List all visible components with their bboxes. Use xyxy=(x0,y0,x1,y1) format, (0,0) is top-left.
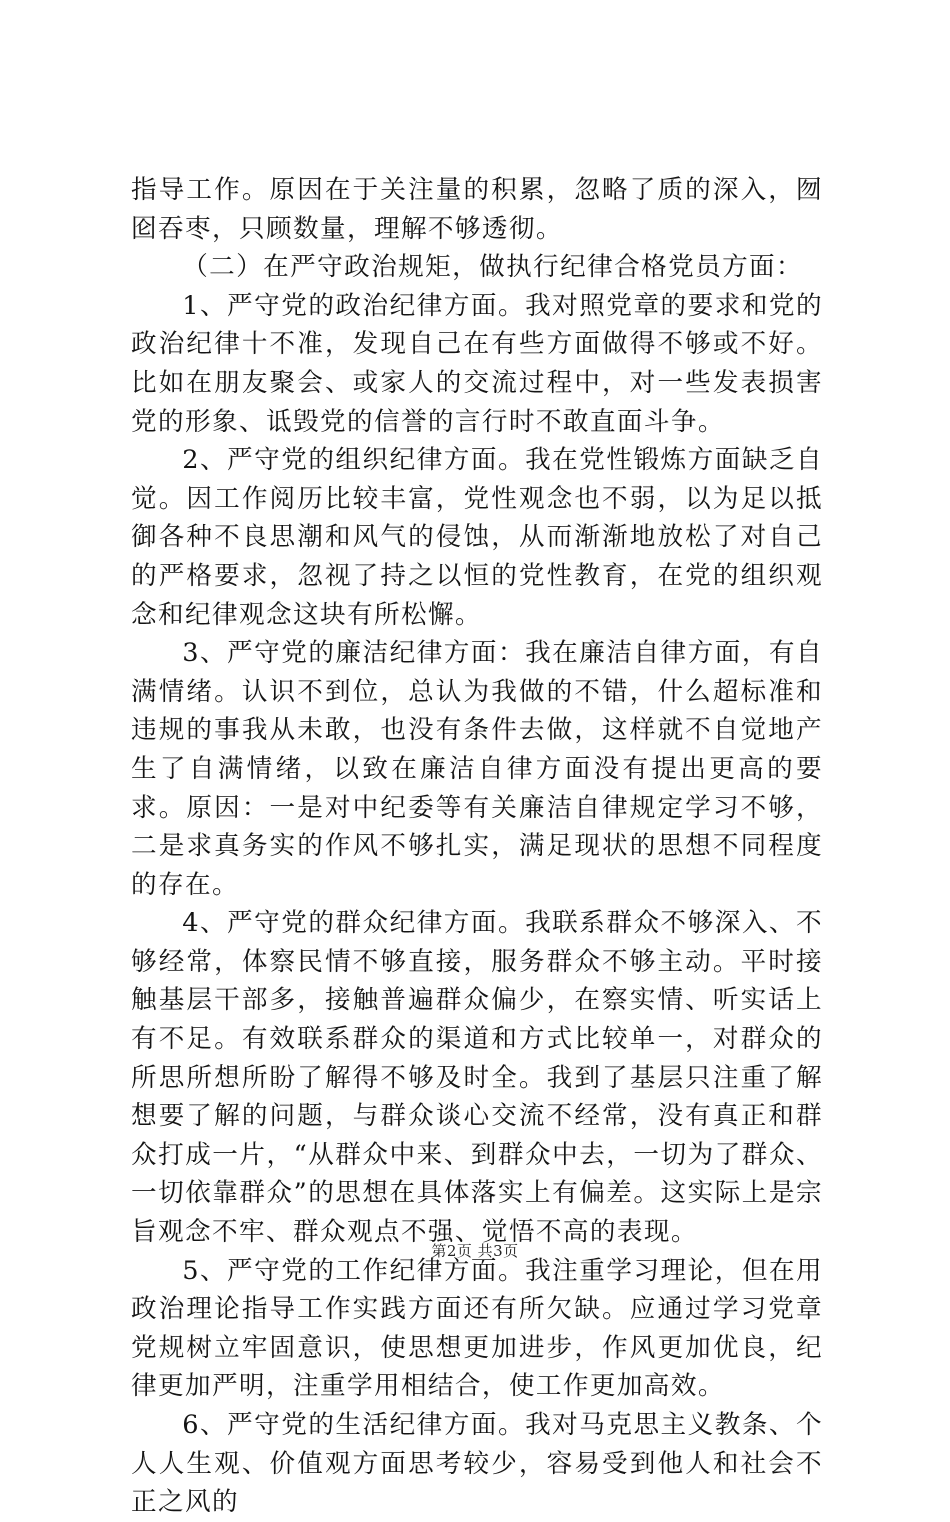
paragraph: 5、严守党的工作纪律方面。我注重学习理论，但在用政治理论指导工作实践方面还有所欠缺。应通过学习党章党规树立牢固意识，使思想更加进步，作风更加优良，纪律更加严明，注重学用相结合，使工作更加高效。 xyxy=(131,1255,823,1402)
paragraph: 6、严守党的生活纪律方面。我对马克思主义教条、个人人生观、价值观方面思考较少，容易受到他人和社会不正之风的 xyxy=(131,1410,823,1518)
section-heading: （二）在严守政治规矩，做执行纪律合格党员方面： xyxy=(182,252,804,283)
paragraph: 3、严守党的廉洁纪律方面：我在廉洁自律方面，有自满情绪。认识不到位，总认为我做的不错，什么超标准和违规的事我从未敢，也没有条件去做，这样就不自觉地产生了自满情绪，以致在廉洁自律方面没有提出更高的要求。原因：一是对中纪委等有关廉洁自律规定学习不够，二是求真务实的作风不够扎实，满足现状的思想不同程度的存在。 xyxy=(131,638,823,900)
page-number-footer: 第2页 共3页 xyxy=(431,1242,519,1260)
paragraph: 指导工作。原因在于关注量的积累，忽略了质的深入，囫囵吞枣，只顾数量，理解不够透彻。 xyxy=(131,175,823,244)
paragraph: 2、严守党的组织纪律方面。我在党性锻炼方面缺乏自觉。因工作阅历比较丰富，党性观念也不弱，以为足以抵御各种不良思潮和风气的侵蚀，从而渐渐地放松了对自己的严格要求，忽视了持之以恒的党性教育，在党的组织观念和纪律观念这块有所松懈。 xyxy=(131,445,823,630)
paragraph: 4、严守党的群众纪律方面。我联系群众不够深入、不够经常，体察民情不够直接，服务群众不够主动。平时接触基层干部多，接触普遍群众偏少，在察实情、听实话上有不足。有效联系群众的渠道和方式比较单一，对群众的所思所想所盼了解得不够及时全。我到了基层只注重了解想要了解的问题，与群众谈心交流不经常，没有真正和群众打成一片，“从群众中来、到群众中去，一切为了群众、一切依靠群众”的思想在具体落实上有偏差。这实际上是宗旨观念不牢、群众观点不强、觉悟不高的表现。 xyxy=(131,908,823,1248)
paragraph: 1、严守党的政治纪律方面。我对照党章的要求和党的政治纪律十不准，发现自己在有些方面做得不够或不好。比如在朋友聚会、或家人的交流过程中，对一些发表损害党的形象、诋毁党的信誉的言行时不敢直面斗争。 xyxy=(131,290,823,437)
document-body xyxy=(131,171,823,1522)
